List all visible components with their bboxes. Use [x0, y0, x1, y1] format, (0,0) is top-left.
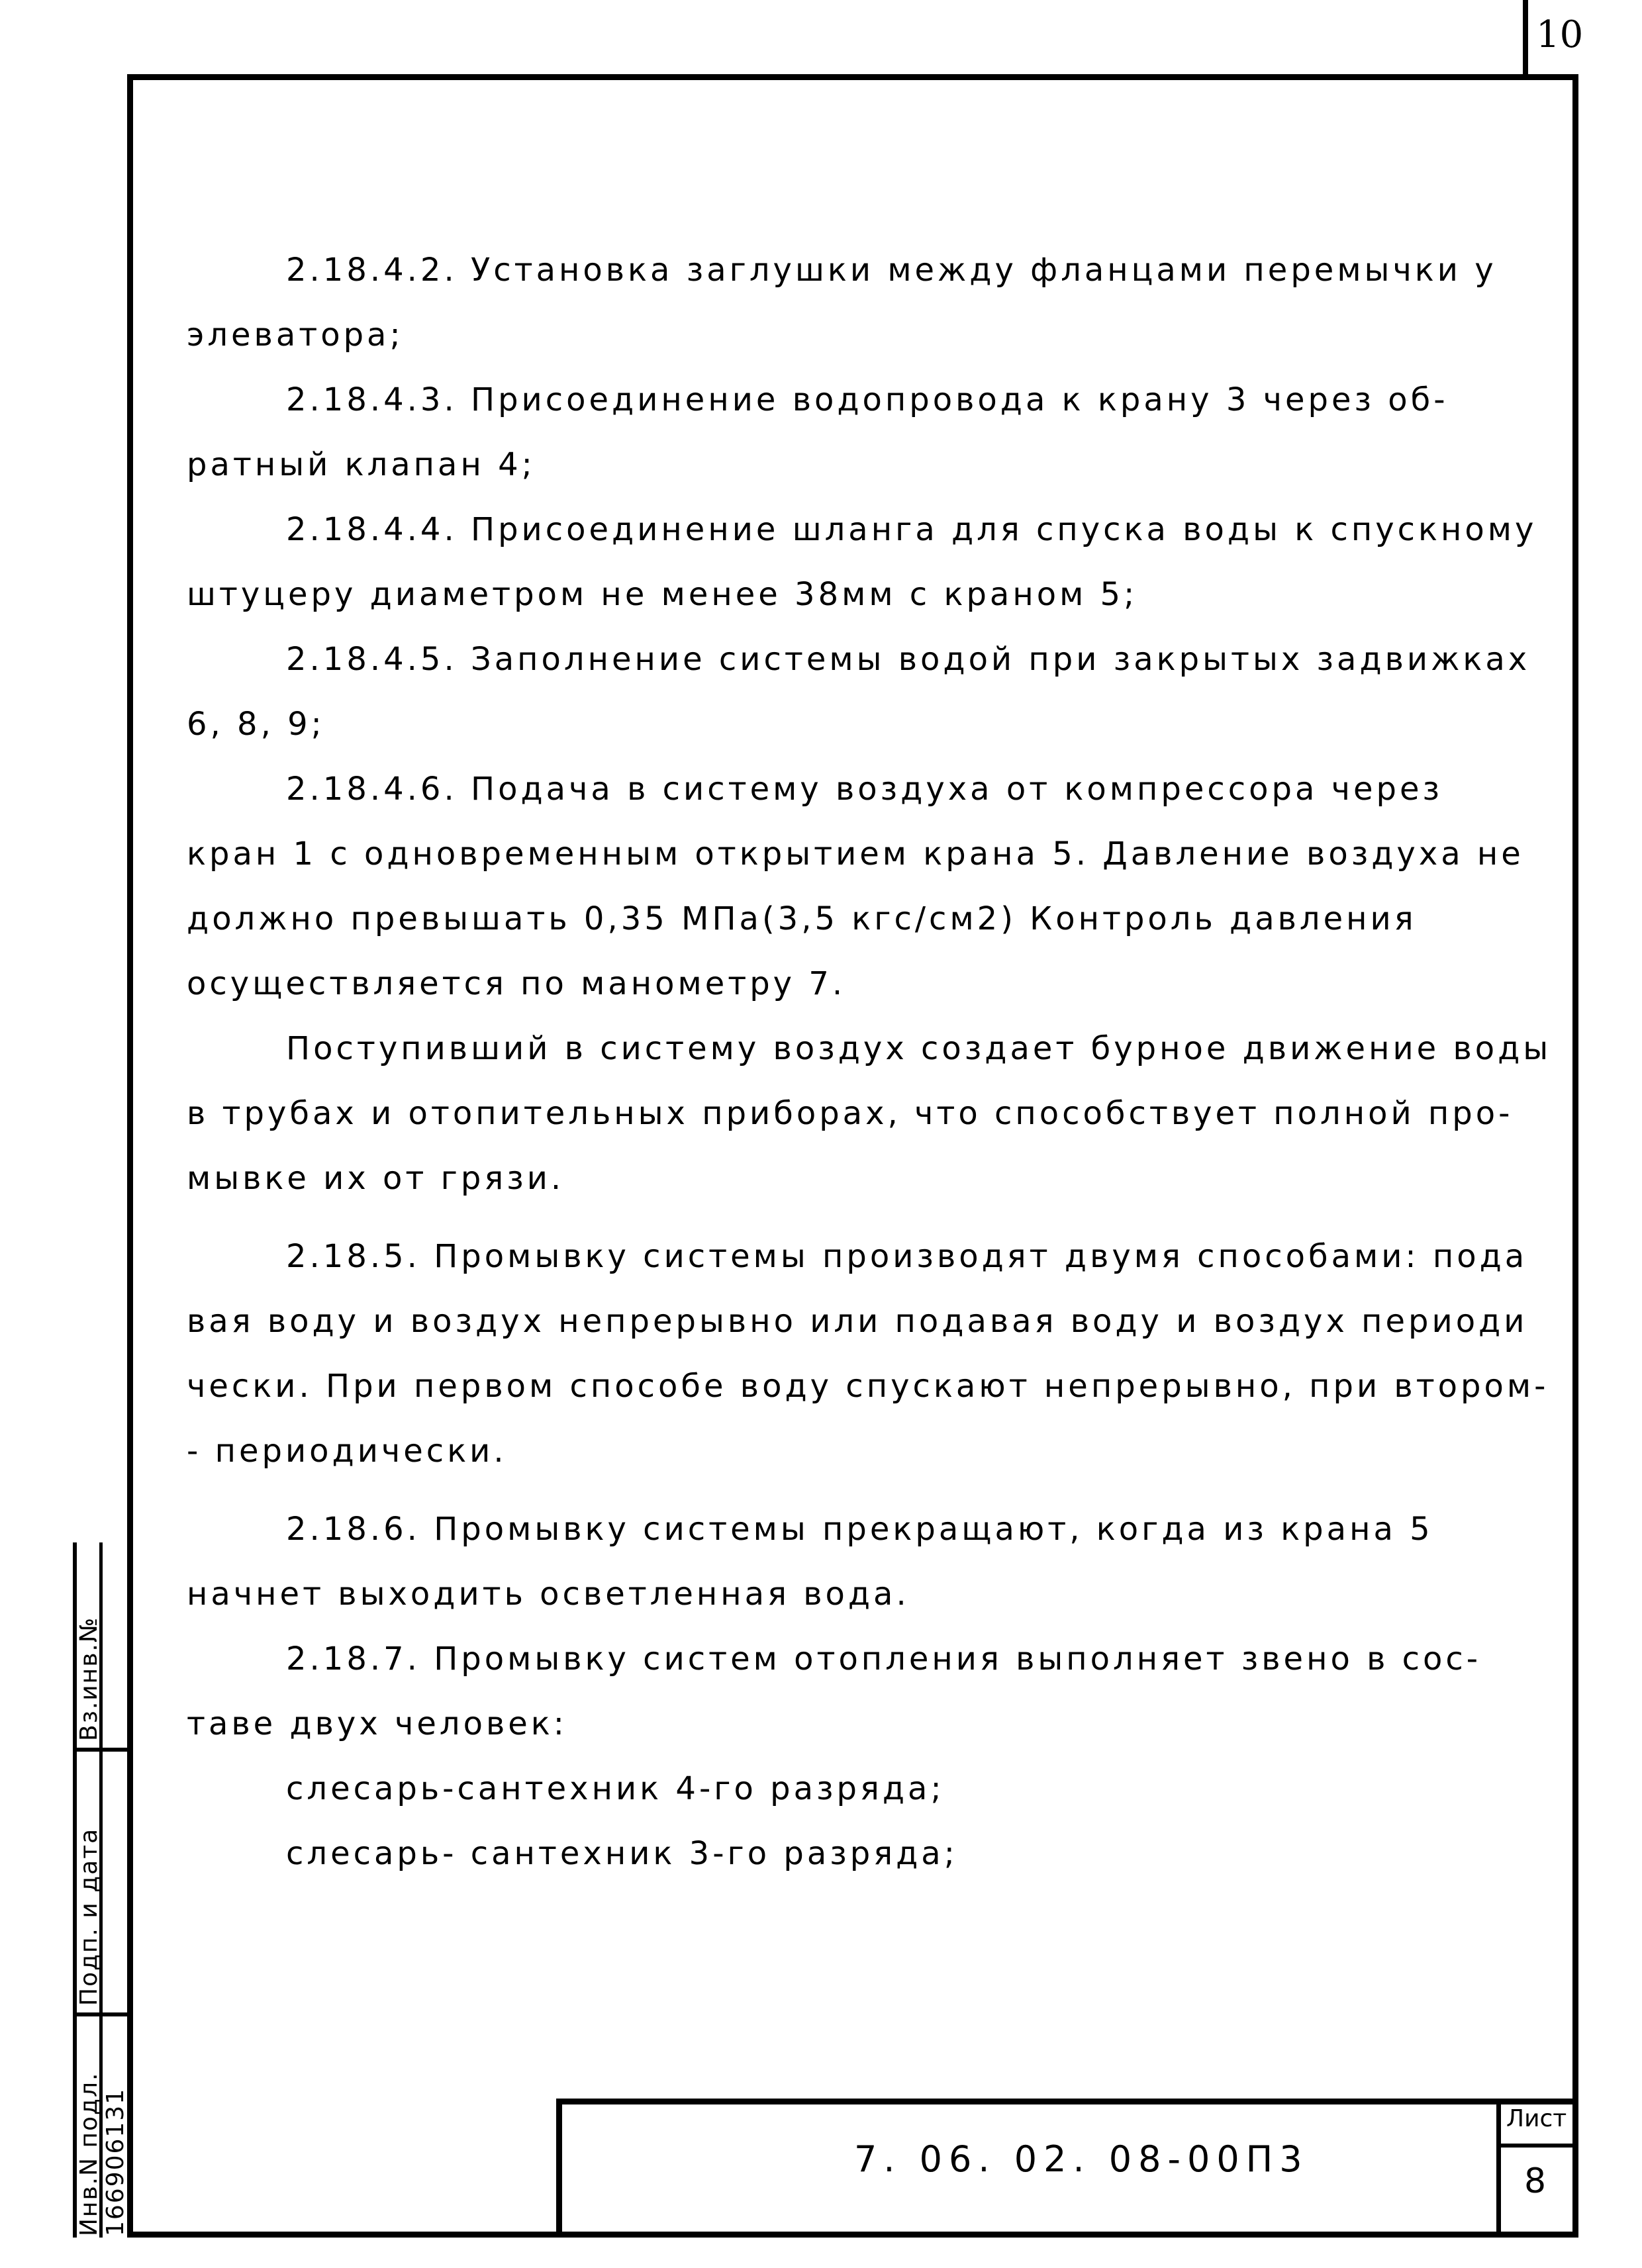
text-line: должно превышать 0,35 МПа(3,5 кгс/см2) Контроль давления — [187, 900, 1417, 937]
side-stamp-inv-value: 166906131 — [102, 2087, 129, 2236]
text-line: таве двух человек: — [187, 1705, 567, 1742]
text-line: вая воду и воздух непрерывно или подавая воду и воздух периоди — [187, 1303, 1528, 1340]
text-line: 2.18.4.6. Подача в систему воздуха от компрессора через — [286, 771, 1443, 808]
text-line: ратный клапан 4; — [187, 446, 536, 483]
page-number: 10 — [1536, 13, 1584, 56]
side-stamp-sign-label: Подп. и дата — [75, 1827, 103, 2006]
side-stamp-vz-label: Вз.инв.№ — [75, 1616, 103, 1741]
text-line: штуцеру диаметром не менее 38мм с краном 5; — [187, 576, 1138, 613]
text-line: мывке их от грязи. — [187, 1160, 565, 1197]
sheet-box-divider — [1496, 2144, 1578, 2148]
text-line: - периодически. — [187, 1433, 507, 1470]
text-line: 2.18.6. Промывку системы прекращают, когда из крана 5 — [286, 1511, 1433, 1548]
text-line: Поступивший в систему воздух создает бурное движение воды — [286, 1030, 1552, 1067]
sheet-label: Лист — [1506, 2105, 1567, 2132]
text-line: 2.18.4.2. Установка заглушки между фланцами перемычки у — [286, 252, 1497, 289]
text-line: 2.18.7. Промывку систем отопления выполняет звено в сос- — [286, 1640, 1482, 1677]
text-line: в трубах и отопительных приборах, что способствует полной про- — [187, 1095, 1514, 1132]
side-stamp-inv-label: Инв.N подл. — [75, 2071, 103, 2236]
side-stamp-divider — [73, 1748, 127, 1752]
text-line: 2.18.4.3. Присоединение водопровода к крану 3 через об- — [286, 381, 1449, 418]
text-line: 2.18.4.4. Присоединение шланга для спуска воды к спускному — [286, 511, 1537, 548]
text-line: кран 1 с одновременным открытием крана 5. Давление воздуха не — [187, 835, 1524, 873]
text-line: слесарь- сантехник 3-го разряда; — [286, 1835, 958, 1872]
document-code: 7. 06. 02. 08-00П3 — [854, 2138, 1309, 2180]
side-stamp-divider — [73, 2012, 127, 2016]
text-line: чески. При первом способе воду спускают непрерывно, при втором- — [187, 1368, 1549, 1405]
sheet-number: 8 — [1524, 2161, 1547, 2201]
text-line: слесарь-сантехник 4-го разряда; — [286, 1770, 945, 1807]
text-line: 6, 8, 9; — [187, 706, 325, 743]
text-line: элеватора; — [187, 316, 404, 354]
text-line: начнет выходить осветленная вода. — [187, 1576, 910, 1613]
top-tick-mark — [1523, 0, 1528, 78]
text-line: 2.18.5. Промывку системы производят двумя способами: пода — [286, 1238, 1528, 1275]
text-line: 2.18.4.5. Заполнение системы водой при закрытых задвижках — [286, 641, 1531, 678]
text-line: осуществляется по манометру 7. — [187, 965, 846, 1002]
